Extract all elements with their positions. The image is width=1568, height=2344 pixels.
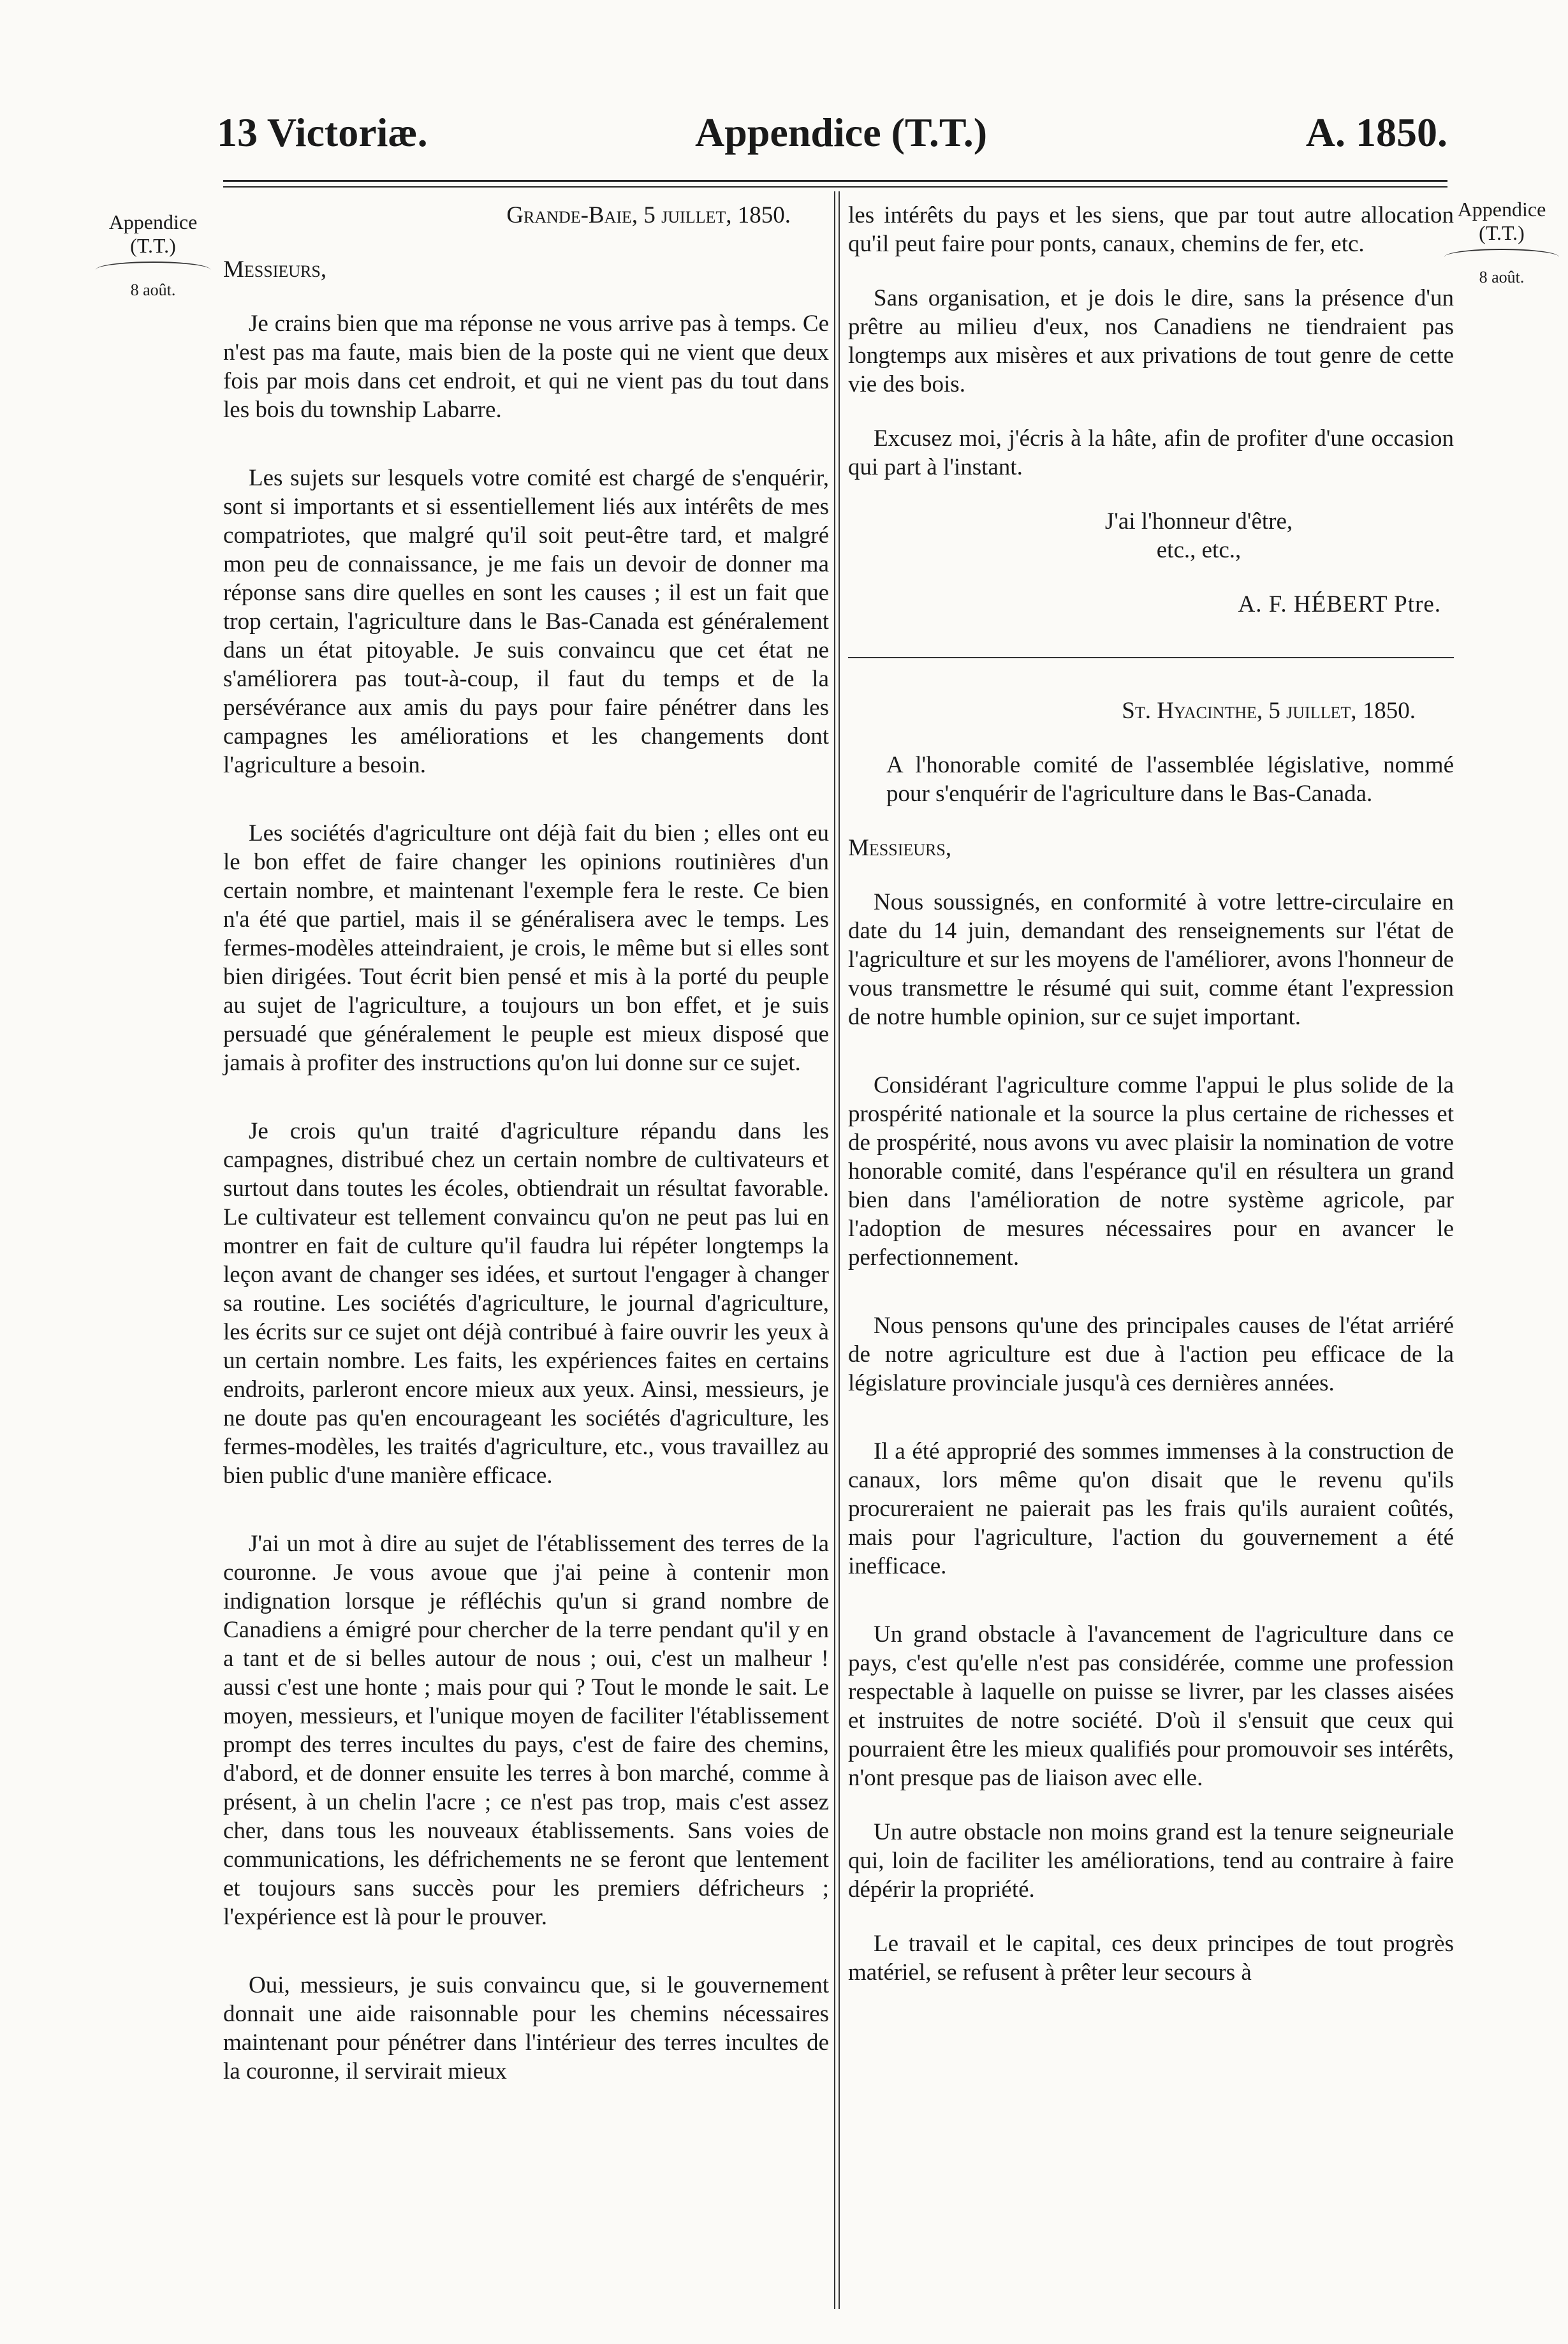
paragraph: Sans organisation, et je dois le dire, sans la présence d'un prêtre au milieu d'eux, nos Canadiens ne tiendraient pas longtemps aux misères et aux privations de tout genre de cette vie des bois. xyxy=(848,285,1454,397)
paragraph: J'ai un mot à dire au sujet de l'établissement des terres de la couronne. Je vous avoue que j'ai peine à contenir mon indignation lorsque je réfléchis qu'un si grand nombre de Canadiens a émigré pour chercher de la terre pendant qu'il y en a tant et de si belles autour de nous ; oui, c'est un malheur ! aussi c'est une honte ; mais pour qui ? Tout le monde le sait. Le moyen, messieurs, et l'unique moyen de faciliter l'établissement prompt des terres incultes du pays, c'est de faire des chemins, d'abord, et de donner ensuite les terres à bon marché, comme à présent, à un chelin l'acre ; ce n'est pas trop, mais c'est assez cher, dans tous les nouveaux établissements. Sans voies de communications, les défrichements ne se feront que lentement et toujours sans succès pour les premiers défricheurs ; l'expérience est là pour le prouver. xyxy=(223,1531,829,1930)
letter-closing: J'ai l'honneur d'être, xyxy=(1104,508,1293,534)
side-note-label: Appendice xyxy=(108,210,198,233)
paragraph: Un grand obstacle à l'avancement de l'agriculture dans ce pays, c'est qu'elle n'est pas considérée, comme une profession respectable à laquelle on puisse se livrer, par les classes aisées et instruites de notre société. D'où il s'ensuit que ceux qui pourraient être les mieux qualifiés pour promouvoir ses intérêts, n'ont presque pas de liaison avec elle. xyxy=(848,1621,1454,1791)
paragraph-continuation: les intérêts du pays et les siens, que par tout autre allocation qu'il peut faire pour ponts, canaux, chemins de fer, etc. xyxy=(848,202,1454,257)
side-note-date: 8 août. xyxy=(1479,267,1525,286)
letter-signature: A. F. HÉBERT Ptre. xyxy=(1238,591,1441,617)
letter-salutation: Messieurs, xyxy=(223,256,327,283)
right-column xyxy=(848,201,1454,1987)
paragraph: Un autre obstacle non moins grand est la tenure seigneuriale qui, loin de faciliter les améliorations, tend au contraire à faire dépérir la propriété. xyxy=(848,1819,1454,1903)
column-divider xyxy=(834,191,835,2309)
paragraph: Il a été approprié des sommes immenses à la construction de canaux, lors même qu'on disait que le revenu qu'ils procureraient ne paierait pas les frais qu'ils auraient coûtés, mais pour l'agriculture, l'action du gouvernement a été inefficace. xyxy=(848,1438,1454,1579)
paragraph: Je crois qu'un traité d'agriculture répandu dans les campagnes, distribué chez un certain nombre de cultivateurs et surtout dans toutes les écoles, obtiendrait un résultat favorable. Le cultivateur est tellement convaincu qu'on ne peut pas lui en montrer en fait de culture qu'il faudra lui répéter longtemps la leçon avant de changer ses idées, et surtout l'engager à changer sa routine. Les sociétés d'agriculture, le journal d'agriculture, les écrits sur ce sujet ont déjà contribué à faire ouvrir les yeux à un certain nombre. Les faits, les expériences faites en certains endroits, parleront encore mieux aux yeux. Ainsi, messieurs, je ne doute pas qu'en encourageant les sociétés d'agriculture, les fermes-modèles, les traités d'agriculture, etc., vous travaillez au bien public d'une manière efficace. xyxy=(223,1118,829,1489)
paragraph: Les sociétés d'agriculture ont déjà fait du bien ; elles ont eu le bon effet de faire changer les opinions routinières d'un certain nombre, et maintenant l'exemple fera le reste. Ce bien n'a été que partiel, mais il se généralisera avec le temps. Les fermes-modèles atteindraient, je crois, le même but si elles sont bien dirigées. Tout écrit bien pensé et mis à la porté du peuple au sujet de l'agriculture, a toujours un bon effet, et je suis persuadé que généralement le peuple est mieux disposé que jamais à profiter des instructions qu'on lui donne sur ce sujet. xyxy=(223,820,829,1076)
header-volume: 13 Victoriæ. xyxy=(217,110,428,155)
brace-mark xyxy=(1444,249,1559,265)
header-title: Appendice (T.T.) xyxy=(695,110,988,155)
paragraph: Nous pensons qu'une des principales causes de l'état arriéré de notre agriculture est due à l'action peu efficace de la législature provinciale jusqu'à ces dernières années. xyxy=(848,1313,1454,1396)
brace-mark xyxy=(96,262,210,278)
side-note-sub: (T.T.) xyxy=(130,233,176,257)
page-header xyxy=(217,108,1447,172)
header-rule xyxy=(223,180,1447,182)
side-note-left xyxy=(89,210,217,299)
left-column xyxy=(223,201,829,2086)
header-rule-thin xyxy=(223,186,1447,188)
paragraph: Considérant l'agriculture comme l'appui le plus solide de la prospérité nationale et la source la plus certaine de richesses et de prospérité, nous avons vu avec plaisir la nomination de votre honorable comité, dans l'espérance qu'il en résultera un grand bien dans l'amélioration de notre système agricole, par l'adoption de mesures nécessaires pour en avancer le perfectionnement. xyxy=(848,1072,1454,1271)
paragraph: Le travail et le capital, ces deux principes de tout progrès matériel, se refusent à prêter leur secours à xyxy=(848,1931,1454,1986)
header-year: A. 1850. xyxy=(1305,110,1447,155)
paragraph: Je crains bien que ma réponse ne vous arrive pas à temps. Ce n'est pas ma faute, mais bien de la poste qui ne vient que deux fois par mois dans cet endroit, et qui ne vient pas du tout dans les bois du township Labarre. xyxy=(223,311,829,423)
paragraph: Nous soussignés, en conformité à votre lettre-circulaire en date du 14 juin, demandant des renseignements sur l'état de l'agriculture et sur les moyens de l'améliorer, avons l'honneur de vous transmettre le résumé qui suit, comme étant l'expression de notre humble opinion, sur ce sujet important. xyxy=(848,889,1454,1030)
paragraph: Oui, messieurs, je suis convaincu que, si le gouvernement donnait une aide raisonnable pour les chemins nécessaires maintenant pour pénétrer dans l'intérieur des terres incultes de la couronne, il servirait mieux xyxy=(223,1972,829,2084)
column-divider xyxy=(839,191,840,2309)
paragraph: Les sujets sur lesquels votre comité est chargé de s'enquérir, sont si importants et si essentiellement liés aux intérêts de mes compatriotes, que malgré qu'il soit peut-être tard, et malgré mon peu de connaissance, je me fais un devoir de donner ma réponse sans dire quelles en sont les causes ; il est un fait que trop certain, l'agriculture dans le Bas-Canada est généralement dans un état pitoyable. Je suis convaincu que cet état ne s'améliorera pas tout-à-coup, il faut du temps et de la persévérance aux amis du pays pour faire pénétrer dans les campagnes les améliorations et les changements dont l'agriculture a besoin. xyxy=(223,465,829,778)
section-separator xyxy=(848,657,1454,658)
paragraph: Excusez moi, j'écris à la hâte, afin de profiter d'une occasion qui part à l'instant. xyxy=(848,425,1454,480)
side-note-right xyxy=(1438,198,1565,286)
letter-dateline: Grande-Baie, 5 juillet, 1850. xyxy=(506,202,791,228)
side-note-date: 8 août. xyxy=(130,280,176,299)
side-note-sub: (T.T.) xyxy=(1479,221,1525,244)
side-note-label: Appendice xyxy=(1457,198,1546,221)
letter-closing: etc., etc., xyxy=(1156,537,1242,563)
letter-salutation: Messieurs, xyxy=(848,835,952,861)
letter-dateline: St. Hyacinthe, 5 juillet, 1850. xyxy=(1122,698,1416,724)
letter-address: A l'honorable comité de l'assemblée législative, nommé pour s'enquérir de l'agriculture dans le Bas-Canada. xyxy=(886,752,1454,807)
